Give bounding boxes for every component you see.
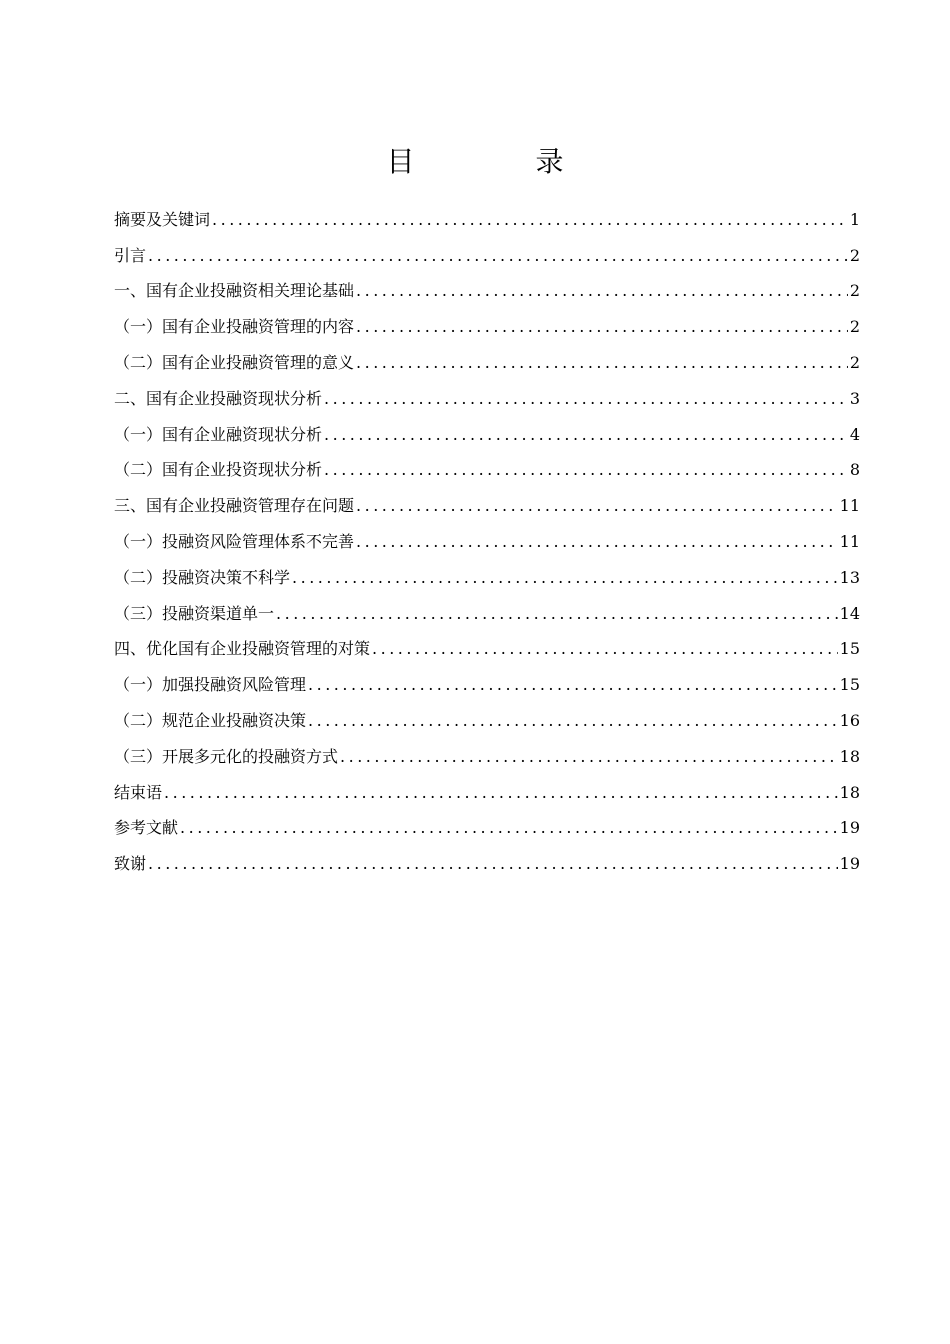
toc-leader-dots	[148, 853, 838, 875]
toc-leader-dots	[308, 674, 838, 696]
toc-entry-page: 3	[849, 388, 860, 408]
toc-entry-label: （一）加强投融资风险管理	[114, 675, 307, 695]
toc-entry-label: 二、国有企业投融资现状分析	[114, 388, 323, 408]
toc-leader-dots	[324, 424, 848, 446]
toc-entry-label: （一）国有企业投融资管理的内容	[114, 317, 355, 337]
toc-leader-dots	[356, 531, 838, 553]
toc-entry[interactable]	[114, 374, 860, 410]
toc-entry-page: 2	[849, 317, 860, 337]
toc-entry-page: 2	[849, 245, 860, 265]
toc-entry-label: （一）国有企业融资现状分析	[114, 424, 323, 444]
toc-entry[interactable]	[114, 302, 860, 338]
toc-entry-page: 11	[839, 496, 860, 516]
toc-entry-page: 15	[839, 675, 860, 695]
toc-entry-page: 18	[839, 782, 860, 802]
toc-entry-label: （二）规范企业投融资决策	[114, 710, 307, 730]
toc-leader-dots	[356, 280, 848, 302]
page-title: 目 录	[386, 145, 620, 178]
toc-leader-dots	[292, 567, 838, 589]
toc-entry-label: （一）投融资风险管理体系不完善	[114, 531, 355, 551]
toc-entry[interactable]	[114, 732, 860, 768]
toc-entry[interactable]	[114, 338, 860, 374]
toc-entry-label: （二）国有企业投融资管理的意义	[114, 352, 355, 372]
toc-leader-dots	[356, 352, 848, 374]
toc-entry-label: （二）国有企业投资现状分析	[114, 460, 323, 480]
toc-leader-dots	[164, 782, 838, 804]
toc-entry[interactable]	[114, 267, 860, 303]
toc-leader-dots	[324, 388, 848, 410]
toc-leader-dots	[148, 245, 848, 267]
toc-entry-label: 四、优化国有企业投融资管理的对策	[114, 639, 371, 659]
toc-entry[interactable]	[114, 589, 860, 625]
toc-entry-label: （三）开展多元化的投融资方式	[114, 746, 339, 766]
toc-entry[interactable]	[114, 696, 860, 732]
toc-entry-page: 16	[839, 710, 860, 730]
toc-entry-label: 一、国有企业投融资相关理论基础	[114, 281, 355, 301]
toc-entry-label: 参考文献	[114, 818, 179, 838]
toc-entry[interactable]	[114, 481, 860, 517]
toc-leader-dots	[356, 495, 838, 517]
toc-entry-label: 致谢	[114, 854, 147, 874]
toc-leader-dots	[212, 209, 848, 231]
toc-entry-page: 18	[839, 746, 860, 766]
toc-leader-dots	[324, 459, 848, 481]
toc-entry-label: 摘要及关键词	[114, 209, 211, 229]
toc-entry-page: 19	[839, 854, 860, 874]
toc-entry-label: 三、国有企业投融资管理存在问题	[114, 496, 355, 516]
toc-entry[interactable]	[114, 553, 860, 589]
toc-entry-page: 1	[849, 209, 860, 229]
toc-entry[interactable]	[114, 839, 860, 875]
toc-entry[interactable]	[114, 517, 860, 553]
toc-entry[interactable]	[114, 195, 860, 231]
toc-entry-page: 11	[839, 531, 860, 551]
toc-leader-dots	[276, 603, 838, 625]
table-of-contents	[114, 195, 860, 875]
toc-leader-dots	[180, 817, 838, 839]
toc-entry-page: 4	[849, 424, 860, 444]
toc-leader-dots	[356, 316, 848, 338]
toc-entry-page: 2	[849, 281, 860, 301]
toc-entry[interactable]	[114, 410, 860, 446]
toc-entry-page: 8	[849, 460, 860, 480]
toc-entry[interactable]	[114, 625, 860, 661]
toc-entry-page: 13	[839, 567, 860, 587]
toc-entry-page: 19	[839, 818, 860, 838]
toc-entry-label: 结束语	[114, 782, 163, 802]
toc-entry[interactable]	[114, 231, 860, 267]
toc-leader-dots	[372, 638, 838, 660]
toc-entry-label: （三）投融资渠道单一	[114, 603, 275, 623]
toc-entry-label: （二）投融资决策不科学	[114, 567, 291, 587]
toc-entry[interactable]	[114, 804, 860, 840]
toc-entry-page: 2	[849, 352, 860, 372]
toc-entry-label: 引言	[114, 245, 147, 265]
toc-leader-dots	[308, 710, 838, 732]
toc-entry[interactable]	[114, 446, 860, 482]
toc-entry-page: 14	[839, 603, 860, 623]
toc-entry-page: 15	[839, 639, 860, 659]
toc-entry[interactable]	[114, 660, 860, 696]
toc-leader-dots	[340, 746, 838, 768]
toc-entry[interactable]	[114, 768, 860, 804]
